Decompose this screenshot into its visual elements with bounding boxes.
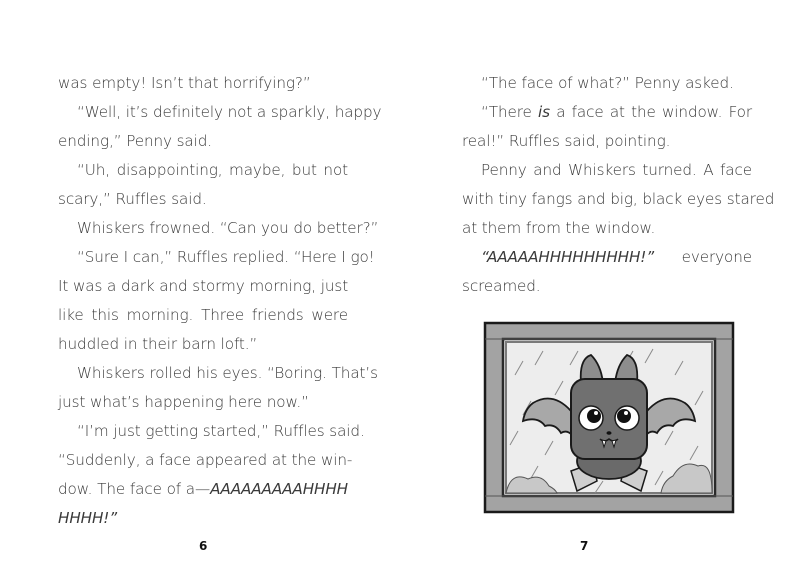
text-line: screamed. bbox=[462, 277, 541, 295]
text-line: was empty! Isn’t that horrifying?” bbox=[58, 74, 311, 92]
text-line: “Sure I can,” Ruffles replied. “Here I go! bbox=[77, 248, 375, 266]
left-page-text bbox=[58, 69, 382, 533]
text-line: “Well, it’s definitely not a sparkly, happy bbox=[77, 103, 382, 121]
text-line: HHHH!” bbox=[58, 509, 118, 527]
text-line: “Uh, disappointing, maybe, but not bbox=[77, 161, 348, 179]
text-line: “I’m just getting started,” Ruffles said. bbox=[77, 422, 365, 440]
text-line: “Suddenly, a face appeared at the win- bbox=[58, 451, 353, 469]
text-line: real!” Ruffles said, pointing. bbox=[462, 132, 671, 150]
text-line: Penny and Whiskers turned. A face bbox=[481, 161, 752, 179]
text-line: like this morning. Three friends were bbox=[58, 306, 348, 324]
text-line: ending,” Penny said. bbox=[58, 132, 213, 150]
page-number-left: 6 bbox=[199, 539, 208, 553]
text-line: Whiskers rolled his eyes. “Boring. That’s bbox=[77, 364, 378, 382]
text-line: It was a dark and stormy morning, just bbox=[58, 277, 349, 295]
text-line: dow. The face of a—AAAAAAAAAHHHH bbox=[58, 480, 348, 498]
text-line: “AAAAAHHHHHHHHH!” everyone bbox=[481, 248, 752, 266]
text-line: Whiskers frowned. “Can you do better?” bbox=[77, 219, 379, 237]
text-line: “There is a face at the window. For bbox=[481, 103, 752, 121]
right-page-text bbox=[462, 69, 775, 301]
text-line: scary,” Ruffles said. bbox=[58, 190, 207, 208]
text-line: “The face of what?” Penny asked. bbox=[481, 74, 734, 92]
bat-window-illustration bbox=[483, 321, 735, 514]
text-line: at them from the window. bbox=[462, 219, 656, 237]
text-line: huddled in their barn loft.” bbox=[58, 335, 258, 353]
text-line: with tiny fangs and big, black eyes stared bbox=[462, 190, 775, 208]
text-line: just what’s happening here now.” bbox=[58, 393, 309, 411]
right-page bbox=[405, 0, 810, 588]
page-number-right: 7 bbox=[580, 539, 589, 553]
